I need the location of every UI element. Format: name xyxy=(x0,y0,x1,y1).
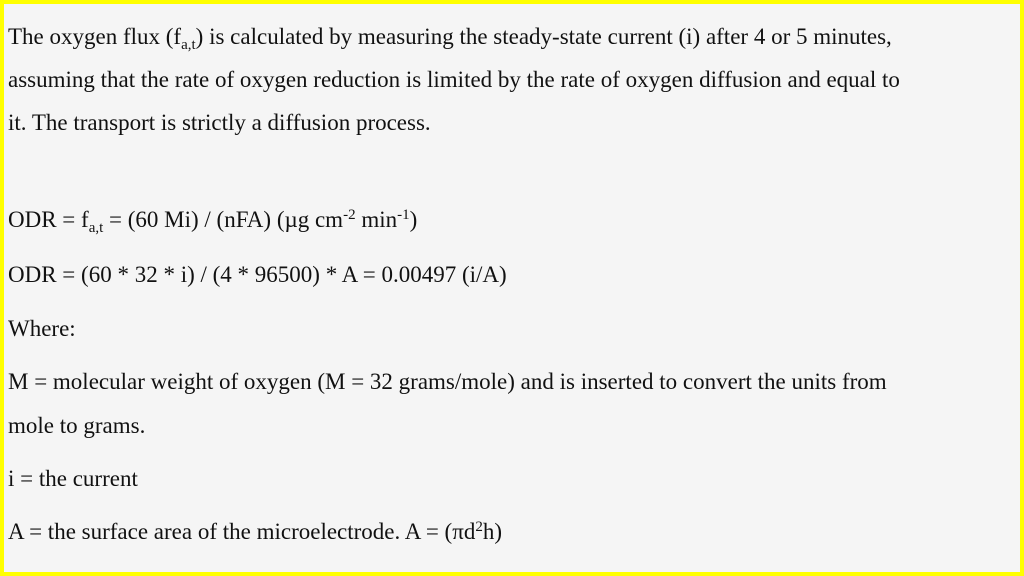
flux-subscript: a,t xyxy=(181,37,196,53)
eq1-subscript: a,t xyxy=(88,220,104,236)
definition-a xyxy=(8,518,502,546)
eq1-suffix: ) xyxy=(409,207,418,232)
def-a-text: A = the surface area of the microelectrode. A = (πd xyxy=(8,519,476,544)
def-a-exponent: 2 xyxy=(475,519,483,535)
def-a-suffix: h) xyxy=(482,519,503,544)
definition-i: i = the current xyxy=(8,466,138,491)
intro-line-1-end: ) is calculated by measuring the steady-state current (i) after 4 or 5 minutes, xyxy=(195,24,892,49)
definition-m-line-1: M = molecular weight of oxygen (M = 32 grams/mole) and is inserted to convert the units from xyxy=(8,369,887,394)
eq1-prefix: ODR = f xyxy=(8,207,89,232)
eq1-exponent-min: -1 xyxy=(397,207,410,223)
intro-line-1-start: The oxygen flux (f xyxy=(8,24,182,49)
definition-m-line-2: mole to grams. xyxy=(8,413,146,438)
eq1-exponent-cm: -2 xyxy=(343,207,356,223)
intro-line-3: it. The transport is strictly a diffusion process. xyxy=(8,110,431,135)
intro-line-2: assuming that the rate of oxygen reduction is limited by the rate of oxygen diffusion and equal to xyxy=(8,67,900,92)
where-label: Where: xyxy=(8,316,76,341)
odr-formula-general xyxy=(8,206,417,234)
eq1-unit-min: min xyxy=(355,207,398,232)
slide-frame xyxy=(4,4,1020,572)
intro-line-1 xyxy=(8,15,900,58)
eq1-middle: = (60 Mi) / (nFA) (µg cm xyxy=(103,207,344,232)
odr-formula-numeric: ODR = (60 * 32 * i) / (4 * 96500) * A = 0.00497 (i/A) xyxy=(8,262,507,287)
intro-paragraph xyxy=(8,15,900,144)
